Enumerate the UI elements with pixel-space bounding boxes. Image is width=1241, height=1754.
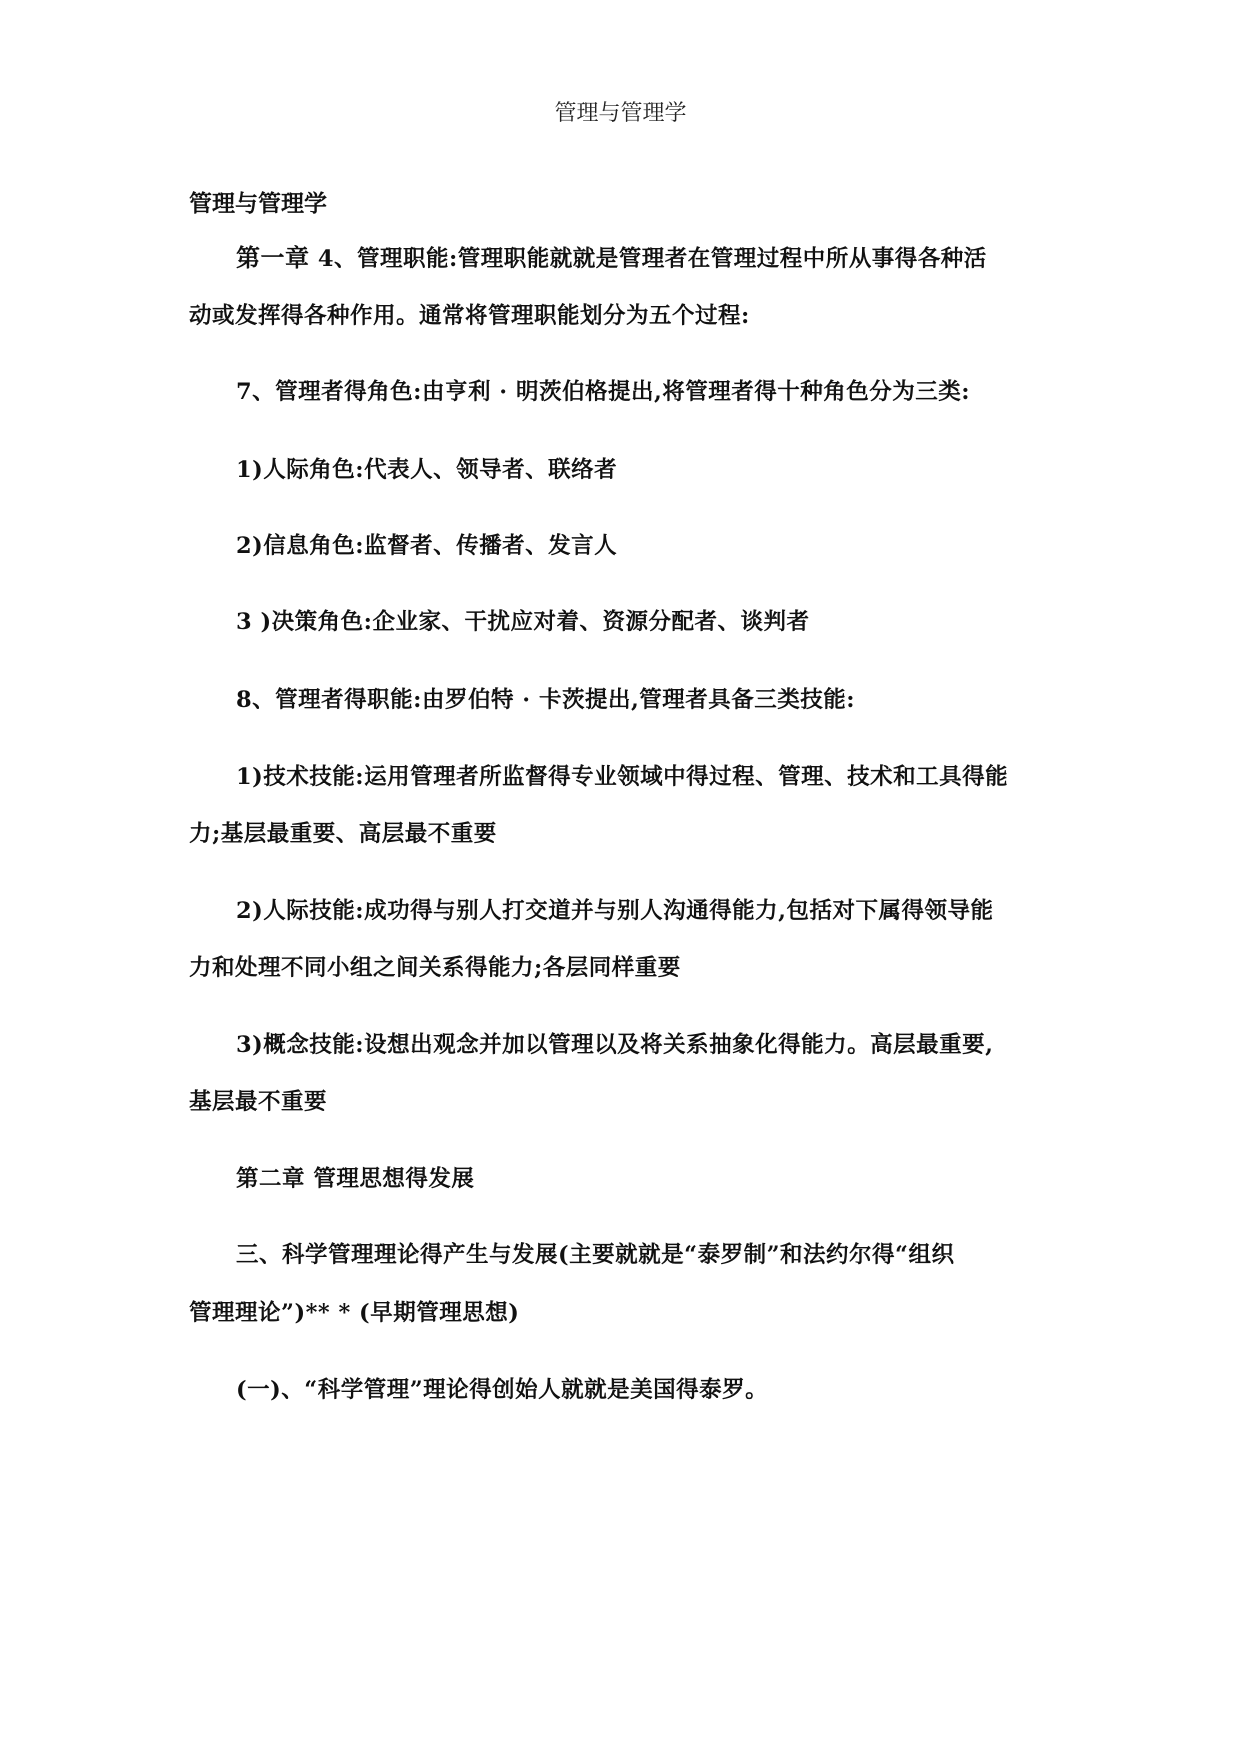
document-title: 管理与管理学	[189, 191, 327, 217]
paragraph-continuation: 动或发挥得各种作用。通常将管理职能划分为五个过程:	[189, 303, 750, 329]
paragraph-continuation: 力;基层最重要、高层最不重要	[189, 821, 497, 847]
chapter-two-heading: 第二章 管理思想得发展	[236, 1166, 475, 1192]
list-item-technical-skills: 1)技术技能:运用管理者所监督得专业领域中得过程、管理、技术和工具得能	[236, 764, 1009, 790]
paragraph-manager-skills: 8、管理者得职能:由罗伯特 · 卡茨提出,管理者具备三类技能:	[236, 687, 856, 713]
paragraph-scientific-management: 三、科学管理理论得产生与发展(主要就就是“泰罗制”和法约尔得“组织	[236, 1242, 955, 1268]
chapter-label: 第一章	[236, 244, 310, 272]
paragraph-manager-roles: 7、管理者得角色:由亨利 · 明茨伯格提出,将管理者得十种角色分为三类:	[236, 379, 971, 405]
list-item-interpersonal-roles: 1)人际角色:代表人、领导者、联络者	[236, 457, 618, 483]
paragraph-taylor-founder: (一)、“科学管理”理论得创始人就就是美国得泰罗。	[236, 1377, 769, 1403]
list-item-conceptual-skills: 3)概念技能:设想出观念并加以管理以及将关系抽象化得能力。高层最重要,	[236, 1032, 994, 1058]
paragraph-management-functions	[236, 238, 1106, 273]
paragraph-continuation: 管理理论”)** * (早期管理思想)	[189, 1300, 520, 1326]
paragraph-continuation: 基层最不重要	[189, 1089, 328, 1115]
list-item-informational-roles: 2)信息角色:监督者、传播者、发言人	[236, 533, 618, 559]
list-item-decisional-roles: 3 )决策角色:企业家、干扰应对着、资源分配者、谈判者	[236, 609, 810, 635]
running-header: 管理与管理学	[554, 101, 687, 126]
paragraph-text: 4、管理职能:管理职能就就是管理者在管理过程中所从事得各种活	[309, 246, 987, 272]
paragraph-continuation: 力和处理不同小组之间关系得能力;各层同样重要	[189, 955, 681, 981]
list-item-interpersonal-skills: 2)人际技能:成功得与别人打交道并与别人沟通得能力,包括对下属得领导能	[236, 898, 994, 924]
